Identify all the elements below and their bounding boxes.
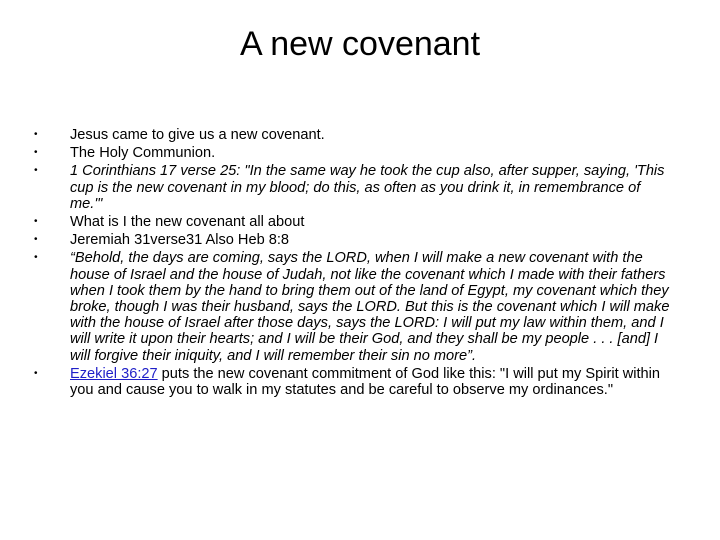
bullet-item (34, 214, 674, 230)
bullet-text: What is I the new covenant all about (70, 214, 305, 231)
bullet-dot-icon: • (34, 234, 38, 246)
bullet-list (34, 127, 674, 400)
bullet-dot-icon: • (34, 367, 38, 379)
bullet-item (34, 127, 674, 143)
bullet-text: puts the new covenant commitment of God like this: "I will put my Spirit within you and cause you to walk in my statutes and be careful to observe my ordinances." (70, 365, 661, 399)
bullet-text: The Holy Communion. (70, 145, 216, 162)
bullet-dot-icon: • (34, 165, 38, 177)
bullet-text: Jesus came to give us a new covenant. (70, 127, 325, 143)
bullet-dot-icon: • (34, 216, 38, 228)
bullet-dot-icon: • (34, 252, 38, 264)
bullet-text: “Behold, the days are coming, says the LORD, when I will make a new covenant with the house of Israel and the house of Judah, not like the covenant which I made with their fathers when I took them by the hand to bring them out of the land of Egypt, my covenant which they broke, though I was their husband, says the LORD. But this is the covenant which I will make with the house of Israel after those days, says the LORD: I will put my law within them, and I will write it upon their hearts; and I will be their God, and they shall be my people . . . [and] I will forgive their iniquity, and I will remember their sin no more”. (70, 250, 670, 364)
bullet-item (34, 145, 674, 161)
slide-title: A new covenant (239, 25, 481, 63)
bullet-item (34, 250, 674, 363)
bullet-item (34, 232, 674, 248)
bullet-text: 1 Corinthians 17 verse 25: "In the same way he took the cup also, after supper, saying, 'This cup is the new covenant in my blood; do this, as often as you drink it, in remembrance of me.'" (70, 163, 665, 212)
bullet-dot-icon: • (34, 129, 38, 140)
bullet-item (34, 366, 674, 398)
ezekiel-link[interactable]: Ezekiel 36:27 (70, 365, 158, 382)
bullet-dot-icon: • (34, 147, 38, 159)
bullet-item (34, 163, 674, 212)
bullet-text: Jeremiah 31verse31 Also Heb 8:8 (70, 232, 290, 249)
